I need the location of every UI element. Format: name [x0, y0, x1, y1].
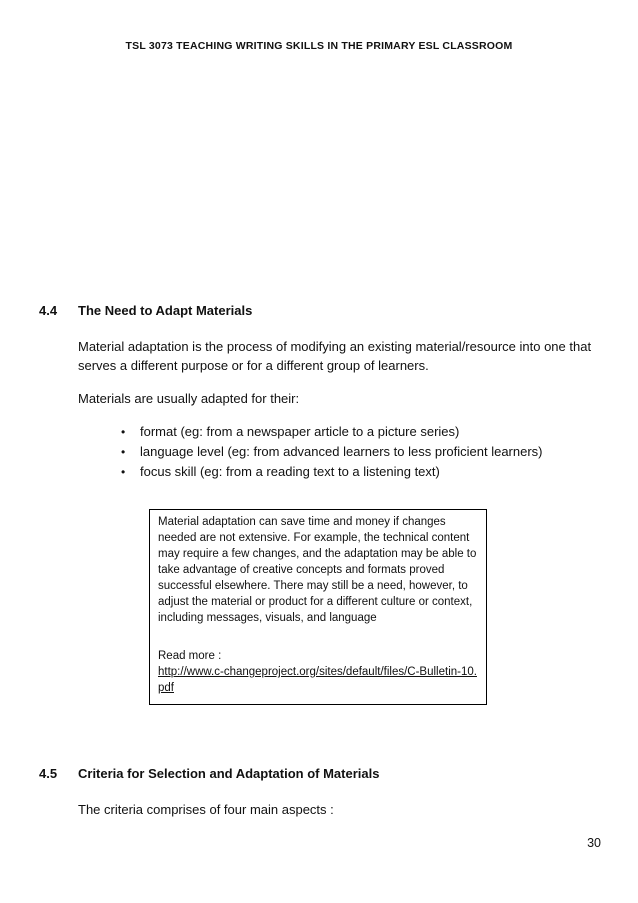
read-more-label: Read more : — [158, 650, 222, 662]
section-title-4-5: Criteria for Selection and Adaptation of Materials — [78, 766, 380, 781]
section-title-4-4: The Need to Adapt Materials — [78, 303, 253, 318]
adaptation-list — [118, 422, 543, 482]
page-number: 30 — [587, 836, 601, 850]
list-item-text: language level (eg: from advanced learners to less proficient learners) — [140, 444, 543, 459]
bullet-icon: • — [121, 445, 126, 459]
callout-box — [149, 509, 487, 705]
read-more-link[interactable]: http://www.c-changeproject.org/sites/default/files/C-Bulletin-10.pdf — [158, 666, 477, 694]
list-item — [118, 442, 543, 462]
running-header: TSL 3073 TEACHING WRITING SKILLS IN THE PRIMARY ESL CLASSROOM — [125, 40, 513, 52]
bullet-icon: • — [121, 425, 126, 439]
section-number-4-5: 4.5 — [39, 766, 58, 781]
bullet-icon: • — [121, 465, 126, 479]
section-4-4-paragraph-2: Materials are usually adapted for their: — [78, 391, 300, 406]
list-item-text: format (eg: from a newspaper article to a picture series) — [140, 424, 460, 439]
section-4-4-paragraph-1: Material adaptation is the process of modifying an existing material/resource into one that serves a different purpose or for a different group of learners. — [78, 339, 592, 373]
section-4-5-paragraph-1: The criteria comprises of four main aspects : — [78, 802, 334, 817]
section-number-4-4: 4.4 — [39, 303, 58, 318]
list-item-text: focus skill (eg: from a reading text to a listening text) — [140, 464, 440, 479]
list-item — [118, 422, 543, 442]
list-item — [118, 462, 543, 482]
callout-text: Material adaptation can save time and money if changes needed are not extensive. For example, the technical content may require a few changes, and the adaptation may be able to take advantage of creative concepts and formats proved successful elsewhere. There may still be a need, however, to adjust the material or product for a different culture or context, including messages, visuals, and language — [158, 516, 477, 624]
